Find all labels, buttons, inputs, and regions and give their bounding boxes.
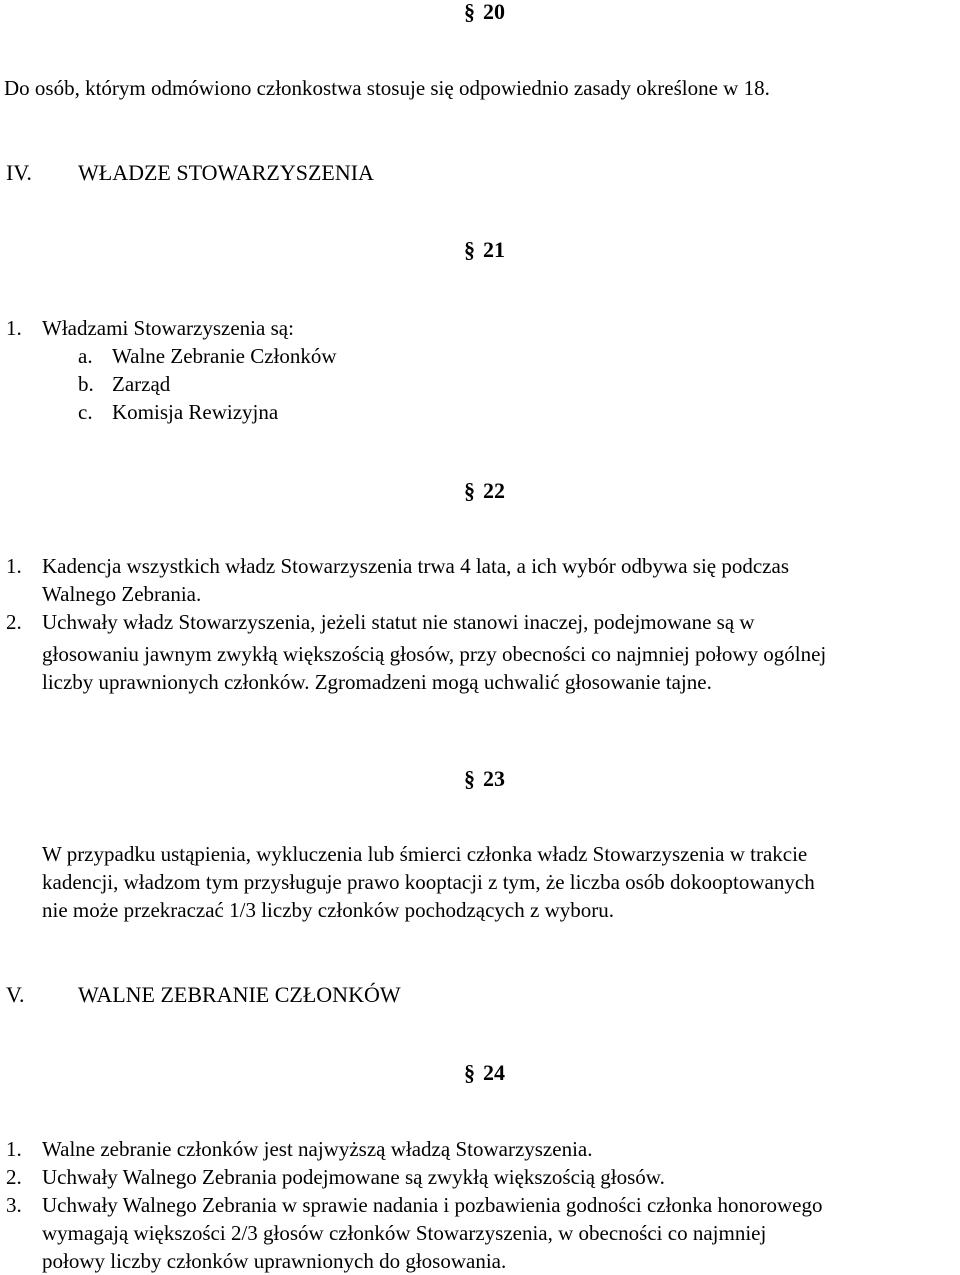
item-number: 1. bbox=[6, 1137, 22, 1161]
sub-list-item bbox=[78, 398, 278, 426]
list-item-text: liczby uprawnionych członków. Zgromadzeni mogą uchwalić głosowanie tajne. bbox=[42, 670, 712, 694]
section-symbol: § bbox=[464, 1060, 475, 1085]
item-number: 1. bbox=[6, 316, 22, 340]
section-24-heading bbox=[464, 1059, 505, 1087]
list-item-number: 2. bbox=[6, 610, 22, 634]
section-symbol: § bbox=[464, 0, 475, 24]
item-letter: b. bbox=[78, 372, 94, 396]
section-number: 21 bbox=[483, 237, 505, 262]
chapter-number: IV. bbox=[6, 160, 32, 185]
section-number: 24 bbox=[483, 1060, 505, 1085]
section-number: 23 bbox=[483, 766, 505, 791]
section-symbol: § bbox=[464, 237, 475, 262]
paragraph-text: kadencji, władzom tym przysługuje prawo kooptacji z tym, że liczba osób dokooptowanych bbox=[42, 870, 815, 894]
section-symbol: § bbox=[464, 766, 475, 791]
chapter-number: V. bbox=[6, 982, 25, 1007]
item-text: Zarząd bbox=[112, 372, 171, 396]
paragraph-text: nie może przekraczać 1/3 liczby członków pochodzących z wyboru. bbox=[42, 898, 614, 922]
list-item-number: 1. bbox=[6, 554, 22, 578]
list-item-text: Uchwały Walnego Zebrania w sprawie nadania i pozbawienia godności członka honorowego bbox=[42, 1193, 823, 1217]
list-item-text: wymagają większości 2/3 głosów członków Stowarzyszenia, w obecności co najmniej bbox=[42, 1221, 767, 1245]
item-text: Komisja Rewizyjna bbox=[112, 400, 279, 424]
list-item bbox=[6, 314, 294, 342]
item-text: Walne Zebranie Członków bbox=[112, 344, 337, 368]
item-number: 2. bbox=[6, 1165, 22, 1189]
item-text: Uchwały Walnego Zebrania podejmowane są zwykłą większością głosów. bbox=[42, 1165, 665, 1189]
chapter-iv-heading bbox=[6, 159, 374, 187]
list-item-text: głosowaniu jawnym zwykłą większością głosów, przy obecności co najmniej połowy ogólnej bbox=[42, 642, 827, 666]
chapter-title: WŁADZE STOWARZYSZENIA bbox=[78, 160, 374, 185]
list-item-text: Uchwały władz Stowarzyszenia, jeżeli statut nie stanowi inaczej, podejmowane są w bbox=[42, 610, 755, 634]
sub-list-item bbox=[78, 370, 170, 398]
list-item-text: połowy liczby członków uprawnionych do głosowania. bbox=[42, 1249, 507, 1273]
paragraph-text: W przypadku ustąpienia, wykluczenia lub śmierci członka władz Stowarzyszenia w trakcie bbox=[42, 842, 808, 866]
paragraph-20-text: Do osób, którym odmówiono członkostwa stosuje się odpowiednio zasady określone w 18. bbox=[4, 76, 770, 100]
section-23-heading bbox=[464, 765, 505, 793]
list-item-text: Walnego Zebrania. bbox=[42, 582, 202, 606]
item-text: Władzami Stowarzyszenia są: bbox=[42, 316, 294, 340]
list-item-text: Kadencja wszystkich władz Stowarzyszenia trwa 4 lata, a ich wybór odbywa się podczas bbox=[42, 554, 789, 578]
section-21-heading bbox=[464, 236, 505, 264]
section-20-heading bbox=[464, 0, 505, 26]
item-letter: a. bbox=[78, 344, 93, 368]
sub-list-item bbox=[78, 342, 337, 370]
chapter-title: WALNE ZEBRANIE CZŁONKÓW bbox=[78, 982, 401, 1007]
section-symbol: § bbox=[464, 478, 475, 503]
section-number: 20 bbox=[483, 0, 505, 24]
section-22-heading bbox=[464, 477, 505, 505]
item-letter: c. bbox=[78, 400, 93, 424]
list-item bbox=[6, 1135, 592, 1163]
item-text: Walne zebranie członków jest najwyższą władzą Stowarzyszenia. bbox=[42, 1137, 593, 1161]
list-item bbox=[6, 1163, 665, 1191]
chapter-v-heading bbox=[6, 981, 401, 1009]
list-item-number: 3. bbox=[6, 1193, 22, 1217]
section-number: 22 bbox=[483, 478, 505, 503]
